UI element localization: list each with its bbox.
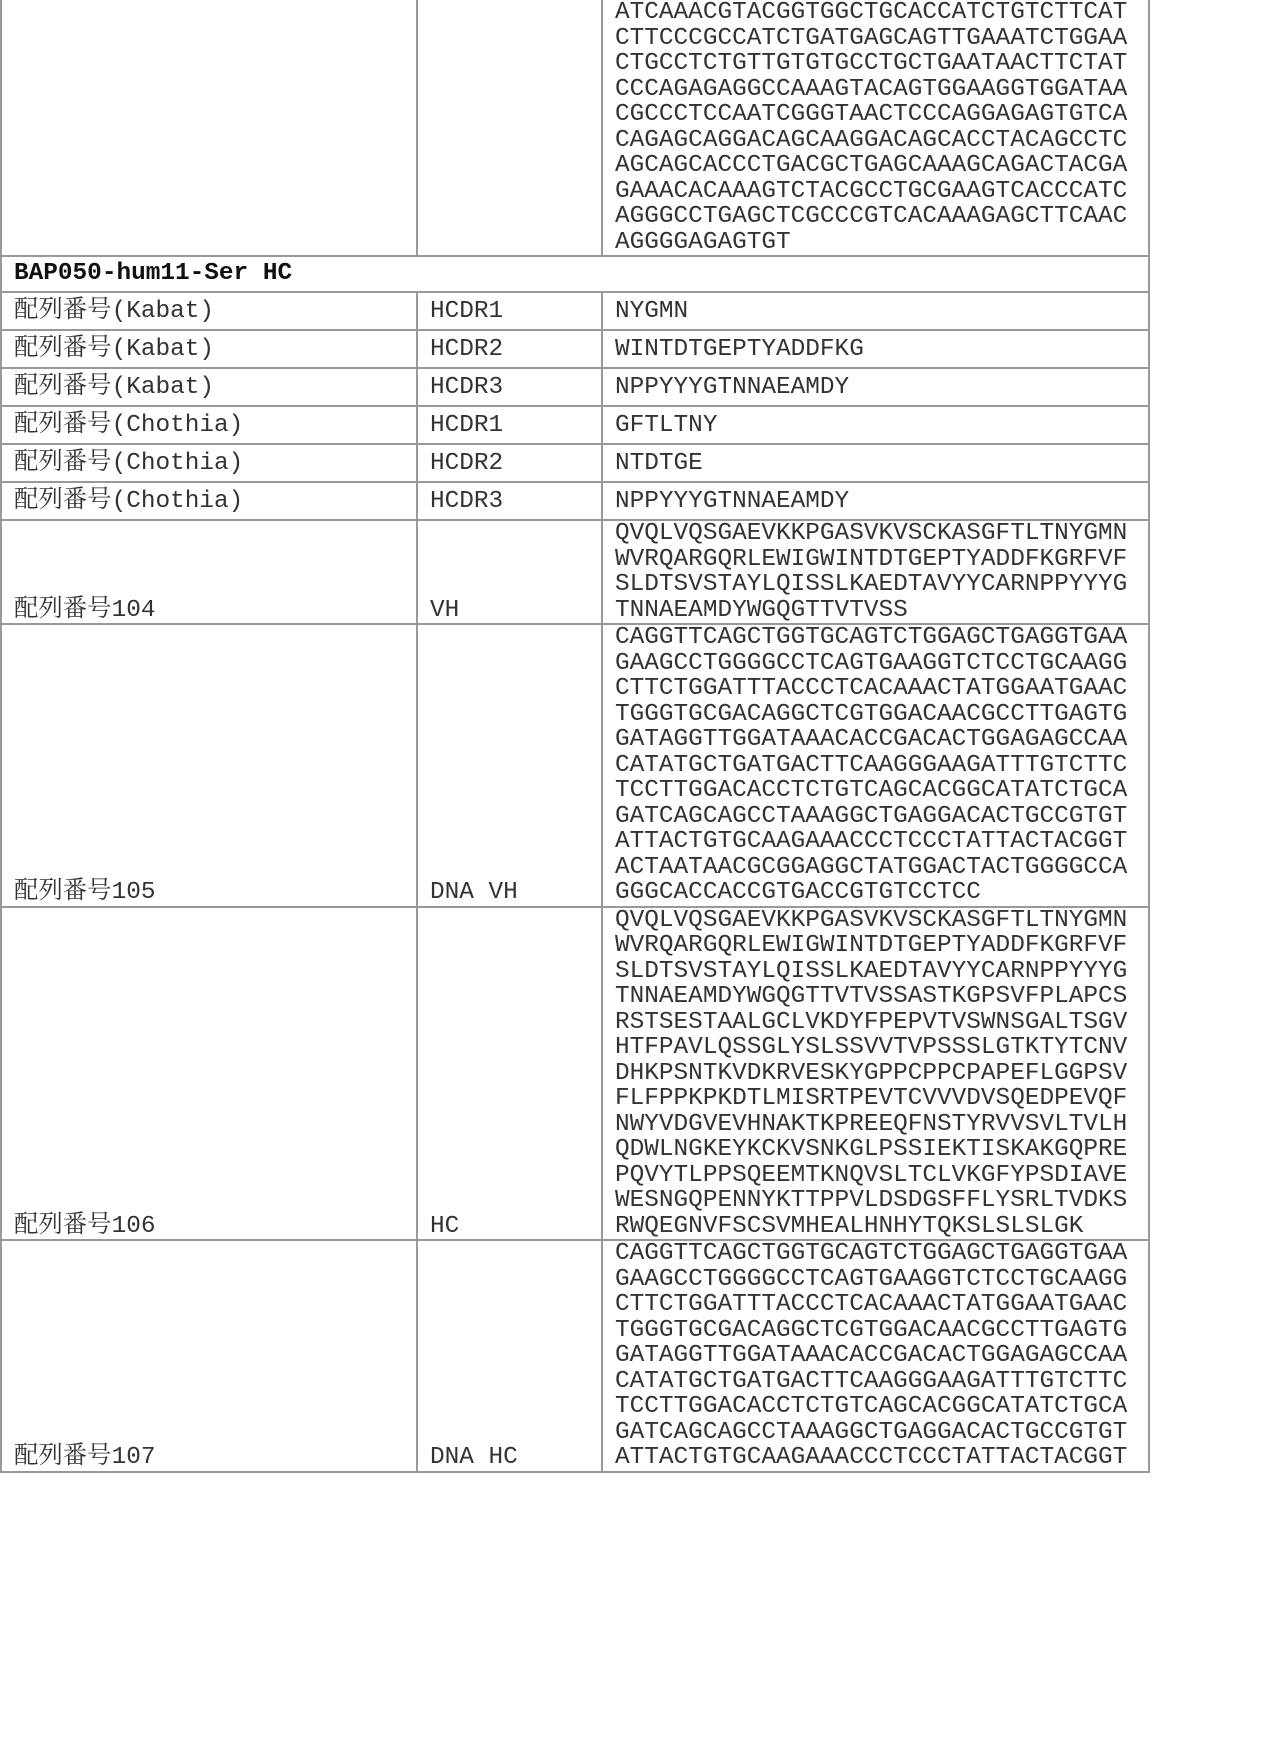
sequence-line: AGCAGCACCCTGACGCTGAGCAAAGCAGACTACGA xyxy=(615,153,1148,179)
sequence-line: RWQEGNVFSCSVMHEALHNHYTQKSLSLSLGK xyxy=(615,1214,1148,1240)
seq-type-cell: HCDR2 xyxy=(417,444,602,482)
sequence-line: FLFPPKPKDTLMISRTPEVTCVVVDVSQEDPEVQF xyxy=(615,1086,1148,1112)
seq-type-cell: DNA HC xyxy=(417,1240,602,1472)
sequence-line: CCCAGAGAGGCCAAAGTACAGTGGAAGGTGGATAA xyxy=(615,77,1148,103)
sequence-line: CAGAGCAGGACAGCAAGGACAGCACCTACAGCCTC xyxy=(615,128,1148,154)
sequence-line: SLDTSVSTAYLQISSLKAEDTAVYYCARNPPYYYG xyxy=(615,959,1148,985)
sequence-line: NWYVDGVEVHNAKTKPREEQFNSTYRVVSVLTVLH xyxy=(615,1112,1148,1138)
sequence-line: GATAGGTTGGATAAACACCGACACTGGAGAGCCAA xyxy=(615,1343,1148,1369)
seq-type-cell: HCDR3 xyxy=(417,482,602,520)
table-row xyxy=(1,406,1149,444)
seq-type-cell: HCDR1 xyxy=(417,292,602,330)
sequence-line: GAAGCCTGGGGCCTCAGTGAAGGTCTCCTGCAAGG xyxy=(615,1267,1148,1293)
section-header: BAP050-hum11-Ser HC xyxy=(1,256,1149,292)
sequence-cell xyxy=(602,1240,1149,1472)
sequence-line: PQVYTLPPSQEEMTKNQVSLTCLVKGFYPSDIAVE xyxy=(615,1163,1148,1189)
sequence-line: CGCCCTCCAATCGGGTAACTCCCAGGAGAGTGTCA xyxy=(615,102,1148,128)
sequence-line: TNNAEAMDYWGQGTTVTVSS xyxy=(615,598,1148,624)
sequence-line: CTTCTGGATTTACCCTCACAAACTATGGAATGAAC xyxy=(615,1292,1148,1318)
table-row xyxy=(1,0,1149,256)
sequence-line: DHKPSNTKVDKRVESKYGPPCPPCPAPEFLGGPSV xyxy=(615,1061,1148,1087)
sequence-cell xyxy=(602,482,1149,520)
sequence-line: CATATGCTGATGACTTCAAGGGAAGATTTGTCTTC xyxy=(615,1369,1148,1395)
seq-type-cell: HCDR2 xyxy=(417,330,602,368)
sequence-cell xyxy=(602,907,1149,1241)
sequence-line: GAAGCCTGGGGCCTCAGTGAAGGTCTCCTGCAAGG xyxy=(615,651,1148,677)
sequence-line: ATTACTGTGCAAGAAACCCTCCCTATTACTACGGT xyxy=(615,1445,1148,1471)
sequence-line: ATTACTGTGCAAGAAACCCTCCCTATTACTACGGT xyxy=(615,829,1148,855)
sequence-line: GFTLTNY xyxy=(615,413,1148,439)
sequence-line: NPPYYYGTNNAEAMDY xyxy=(615,489,1148,515)
table-row xyxy=(1,368,1149,406)
sequence-line: WESNGQPENNYKTTPPVLDSDGSFFLYSRLTVDKS xyxy=(615,1188,1148,1214)
sequence-line: NTDTGE xyxy=(615,451,1148,477)
sequence-line: ACTAATAACGCGGAGGCTATGGACTACTGGGGCCA xyxy=(615,855,1148,881)
sequence-line: TGGGTGCGACAGGCTCGTGGACAACGCCTTGAGTG xyxy=(615,1318,1148,1344)
table-row xyxy=(1,292,1149,330)
sequence-cell xyxy=(602,0,1149,256)
seq-type-cell: DNA VH xyxy=(417,624,602,907)
sequence-line: AGGGCCTGAGCTCGCCCGTCACAAAGAGCTTCAAC xyxy=(615,204,1148,230)
sequence-line: NYGMN xyxy=(615,299,1148,325)
table-row xyxy=(1,444,1149,482)
seq-id-cell xyxy=(1,0,417,256)
sequence-line: TGGGTGCGACAGGCTCGTGGACAACGCCTTGAGTG xyxy=(615,702,1148,728)
sequence-table xyxy=(0,0,1150,1473)
seq-id-cell: 配列番号(Kabat) xyxy=(1,292,417,330)
sequence-line: WVRQARGQRLEWIGWINTDTGEPTYADDFKGRFVF xyxy=(615,933,1148,959)
sequence-line: WVRQARGQRLEWIGWINTDTGEPTYADDFKGRFVF xyxy=(615,547,1148,573)
sequence-line: TNNAEAMDYWGQGTTVTVSSASTKGPSVFPLAPCS xyxy=(615,984,1148,1010)
sequence-line: CATATGCTGATGACTTCAAGGGAAGATTTGTCTTC xyxy=(615,753,1148,779)
sequence-line: WINTDTGEPTYADDFKG xyxy=(615,337,1148,363)
seq-id-cell: 配列番号107 xyxy=(1,1240,417,1472)
sequence-line: GAAACACAAAGTCTACGCCTGCGAAGTCACCCATC xyxy=(615,179,1148,205)
sequence-line: TCCTTGGACACCTCTGTCAGCACGGCATATCTGCA xyxy=(615,1394,1148,1420)
seq-id-cell: 配列番号(Chothia) xyxy=(1,406,417,444)
sequence-line: CTTCTGGATTTACCCTCACAAACTATGGAATGAAC xyxy=(615,676,1148,702)
sequence-cell xyxy=(602,292,1149,330)
table-row xyxy=(1,1240,1149,1472)
table-row xyxy=(1,330,1149,368)
table-row xyxy=(1,520,1149,624)
sequence-line: GGGCACCACCGTGACCGTGTCCTCC xyxy=(615,880,1148,906)
table-row xyxy=(1,624,1149,907)
seq-type-cell xyxy=(417,0,602,256)
sequence-line: HTFPAVLQSSGLYSLSSVVTVPSSSLGTKTYTCNV xyxy=(615,1035,1148,1061)
sequence-line: CTTCCCGCCATCTGATGAGCAGTTGAAATCTGGAA xyxy=(615,26,1148,52)
sequence-line: QVQLVQSGAEVKKPGASVKVSCKASGFTLTNYGMN xyxy=(615,521,1148,547)
seq-id-cell: 配列番号104 xyxy=(1,520,417,624)
sequence-cell xyxy=(602,444,1149,482)
sequence-line: CAGGTTCAGCTGGTGCAGTCTGGAGCTGAGGTGAA xyxy=(615,1241,1148,1267)
seq-id-cell: 配列番号(Chothia) xyxy=(1,482,417,520)
sequence-line: SLDTSVSTAYLQISSLKAEDTAVYYCARNPPYYYG xyxy=(615,572,1148,598)
seq-id-cell: 配列番号105 xyxy=(1,624,417,907)
sequence-line: RSTSESTAALGCLVKDYFPEPVTVSWNSGALTSGV xyxy=(615,1010,1148,1036)
sequence-cell xyxy=(602,624,1149,907)
sequence-line: GATCAGCAGCCTAAAGGCTGAGGACACTGCCGTGT xyxy=(615,1420,1148,1446)
sequence-line: NPPYYYGTNNAEAMDY xyxy=(615,375,1148,401)
sequence-line: CAGGTTCAGCTGGTGCAGTCTGGAGCTGAGGTGAA xyxy=(615,625,1148,651)
seq-type-cell: HC xyxy=(417,907,602,1241)
sequence-cell xyxy=(602,406,1149,444)
sequence-cell xyxy=(602,520,1149,624)
seq-id-cell: 配列番号(Kabat) xyxy=(1,330,417,368)
seq-id-cell: 配列番号(Kabat) xyxy=(1,368,417,406)
sequence-line: QVQLVQSGAEVKKPGASVKVSCKASGFTLTNYGMN xyxy=(615,908,1148,934)
seq-id-cell: 配列番号(Chothia) xyxy=(1,444,417,482)
table-row xyxy=(1,907,1149,1241)
sequence-cell xyxy=(602,330,1149,368)
sequence-line: QDWLNGKEYKCKVSNKGLPSSIEKTISKAKGQPRE xyxy=(615,1137,1148,1163)
seq-id-cell: 配列番号106 xyxy=(1,907,417,1241)
sequence-line: CTGCCTCTGTTGTGTGCCTGCTGAATAACTTCTAT xyxy=(615,51,1148,77)
sequence-line: AGGGGAGAGTGT xyxy=(615,230,1148,256)
sequence-line: ATCAAACGTACGGTGGCTGCACCATCTGTCTTCAT xyxy=(615,0,1148,26)
sequence-line: TCCTTGGACACCTCTGTCAGCACGGCATATCTGCA xyxy=(615,778,1148,804)
seq-type-cell: VH xyxy=(417,520,602,624)
sequence-line: GATCAGCAGCCTAAAGGCTGAGGACACTGCCGTGT xyxy=(615,804,1148,830)
sequence-cell xyxy=(602,368,1149,406)
table-row xyxy=(1,482,1149,520)
section-header-row xyxy=(1,256,1149,292)
seq-type-cell: HCDR1 xyxy=(417,406,602,444)
sequence-line: GATAGGTTGGATAAACACCGACACTGGAGAGCCAA xyxy=(615,727,1148,753)
seq-type-cell: HCDR3 xyxy=(417,368,602,406)
